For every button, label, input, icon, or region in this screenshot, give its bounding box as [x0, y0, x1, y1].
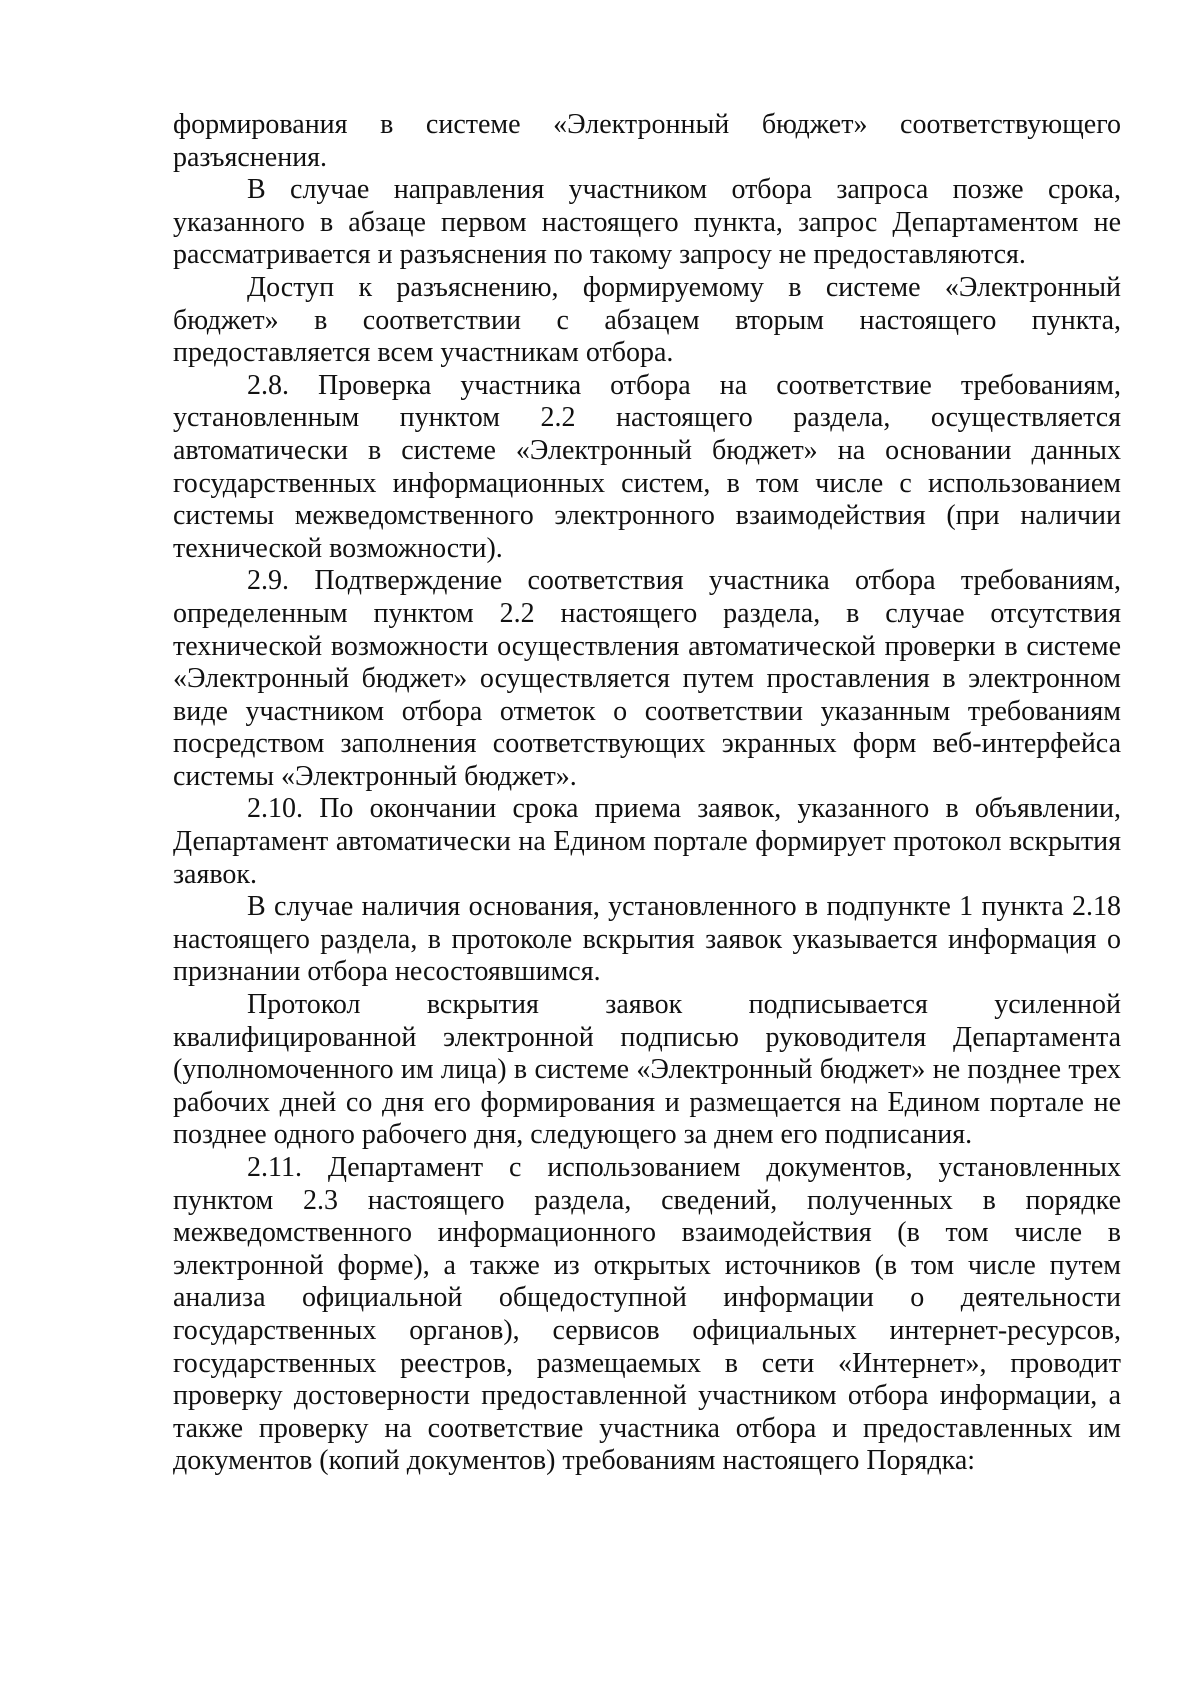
paragraph-2-11: 2.11. Департамент с использованием документов, установленных пунктом 2.3 настоящего раздела, сведений, полученных в порядке межведомственного информационного взаимодействия (в том числе в электронной форме), а также из открытых источников (в том числе путем анализа официальной общедоступной информации о деятельности государственных органов), сервисов официальных интернет-ресурсов, государственных реестров, размещаемых в сети «Интернет», проводит проверку достоверности предоставленной участником отбора информации, а также проверку на соответствие участника отбора и предоставленных им документов (копий документов) требованиям настоящего Порядка:	[173, 1152, 1121, 1477]
paragraph-access-clarification: Доступ к разъяснению, формируемому в системе «Электронный бюджет» в соответствии с абзацем вторым настоящего пункта, предоставляется всем участникам отбора.	[173, 271, 1121, 369]
paragraph-continuation: формирования в системе «Электронный бюджет» соответствующего разъяснения.	[173, 109, 1121, 173]
paragraph-2-10: 2.10. По окончании срока приема заявок, указанного в объявлении, Департамент автоматически на Едином портале формирует протокол вскрытия заявок.	[173, 793, 1121, 890]
paragraph-protocol-signing: Протокол вскрытия заявок подписывается усиленной квалифицированной электронной подписью руководителя Департамента (уполномоченного им лица) в системе «Электронный бюджет» не позднее трех рабочих дней со дня его формирования и размещается на Едином портале не позднее одного рабочего дня, следующего за днем его подписания.	[173, 989, 1121, 1151]
paragraph-2-9: 2.9. Подтверждение соответствия участника отбора требованиям, определенным пунктом 2.2 настоящего раздела, в случае отсутствия технической возможности осуществления автоматической проверки в системе «Электронный бюджет» осуществляется путем проставления в электронном виде участником отбора отметок о соответствии указанным требованиям посредством заполнения соответствующих экранных форм веб-интерфейса системы «Электронный бюджет».	[173, 565, 1121, 792]
document-page	[173, 109, 1121, 1478]
paragraph-late-request: В случае направления участником отбора запроса позже срока, указанного в абзаце первом настоящего пункта, запрос Департаментом не рассматривается и разъяснения по такому запросу не предоставляются.	[173, 174, 1121, 271]
paragraph-2-8: 2.8. Проверка участника отбора на соответствие требованиям, установленным пунктом 2.2 настоящего раздела, осуществляется автоматически в системе «Электронный бюджет» на основании данных государственных информационных систем, в том числе с использованием системы межведомственного электронного взаимодействия (при наличии технической возможности).	[173, 369, 1121, 564]
paragraph-failed-selection: В случае наличия основания, установленного в подпункте 1 пункта 2.18 настоящего раздела, в протоколе вскрытия заявок указывается информация о признании отбора несостоявшимся.	[173, 891, 1121, 988]
